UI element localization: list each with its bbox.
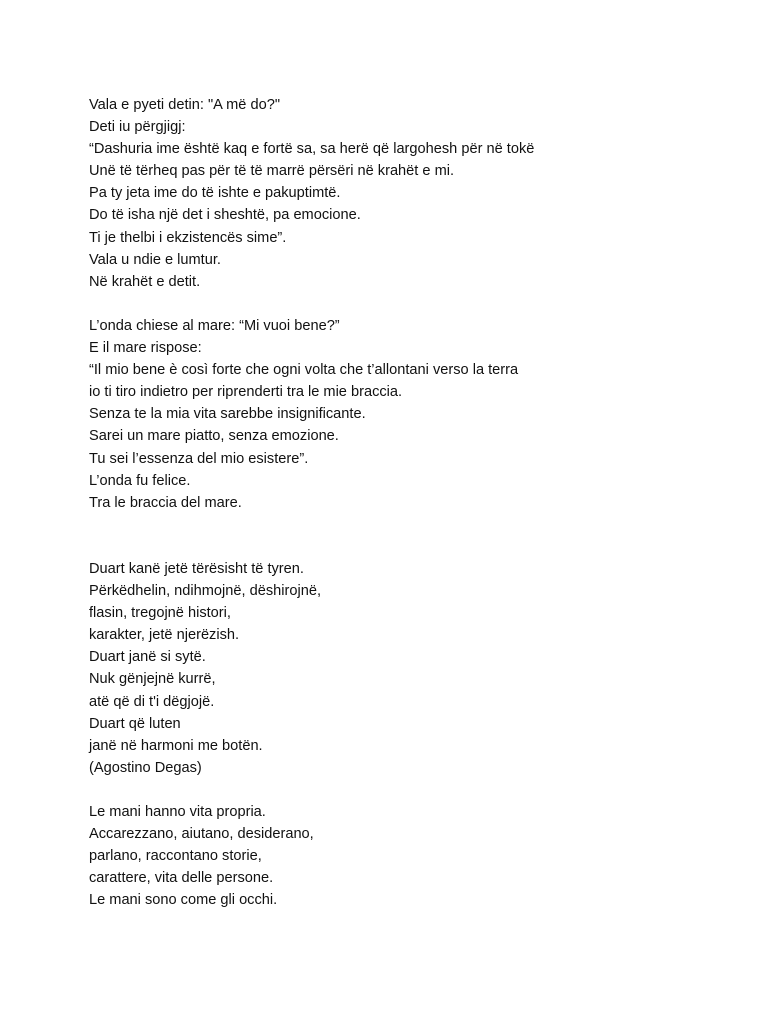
stanza-line: Duart që luten [89,715,181,732]
stanza-line: Accarezzano, aiutano, desiderano, [89,826,314,843]
stanza-line: L’onda chiese al mare: “Mi vuoi bene?” [89,317,340,334]
stanza-line: Tra le braccia del mare. [89,494,242,511]
stanza-line: Tu sei l’essenza del mio esistere”. [89,450,309,467]
stanza-line: E il mare rispose: [89,340,202,357]
stanza-line: Unë të tërheq pas për të të marrë përsëri në krahët e mi. [89,163,455,180]
stanza-line: Pa ty jeta ime do të ishte e pakuptimtë. [89,185,341,202]
stanza-line: Ti je thelbi i ekzistencës sime”. [89,229,287,246]
stanza-line: Vala u ndie e lumtur. [89,251,221,268]
stanza-line: Duart janë si sytë. [89,649,206,666]
stanza-line: Përkëdhelin, ndihmojnë, dëshirojnë, [89,583,322,600]
stanza-line: Deti iu përgjigj: [89,119,186,136]
stanza-spacer [89,779,729,801]
stanza-line: Do të isha një det i sheshtë, pa emocione. [89,207,361,224]
stanza-line: Sarei un mare piatto, senza emozione. [89,428,339,445]
stanza-italian-hands [89,801,729,911]
stanza-line: Vala e pyeti detin: "A më do?" [89,97,281,113]
stanza-line: “Dashuria ime është kaq e fortë sa, sa herë që largohesh për në tokë [89,141,535,158]
stanza-line: “Il mio bene è così forte che ogni volta che t’allontani verso la terra [89,362,519,379]
stanza-line: carattere, vita delle persone. [89,870,274,887]
stanza-line: Senza te la mia vita sarebbe insignificante. [89,406,366,423]
stanza-line: Le mani hanno vita propria. [89,804,266,820]
stanza-albanian-wave [89,94,729,293]
stanza-line: L’onda fu felice. [89,472,191,489]
stanza-line: io ti tiro indietro per riprenderti tra le mie braccia. [89,384,403,401]
stanza-spacer [89,293,729,315]
stanza-line: Duart kanë jetë tërësisht të tyren. [89,560,304,577]
stanza-italian-wave [89,315,729,514]
stanza-line: karakter, jetë njerëzish. [89,627,240,644]
stanza-line: atë që di t'i dëgjojë. [89,693,215,710]
stanza-line: flasin, tregojnë histori, [89,605,231,622]
poem-text [89,94,729,911]
stanza-spacer [89,514,729,558]
stanza-albanian-hands [89,558,729,779]
stanza-line: Në krahët e detit. [89,273,201,290]
attribution: (Agostino Degas) [89,759,202,776]
stanza-line: Le mani sono come gli occhi. [89,892,278,909]
stanza-line: Nuk gënjejnë kurrë, [89,671,216,688]
stanza-line: parlano, raccontano storie, [89,848,262,865]
stanza-line: janë në harmoni me botën. [89,737,263,754]
